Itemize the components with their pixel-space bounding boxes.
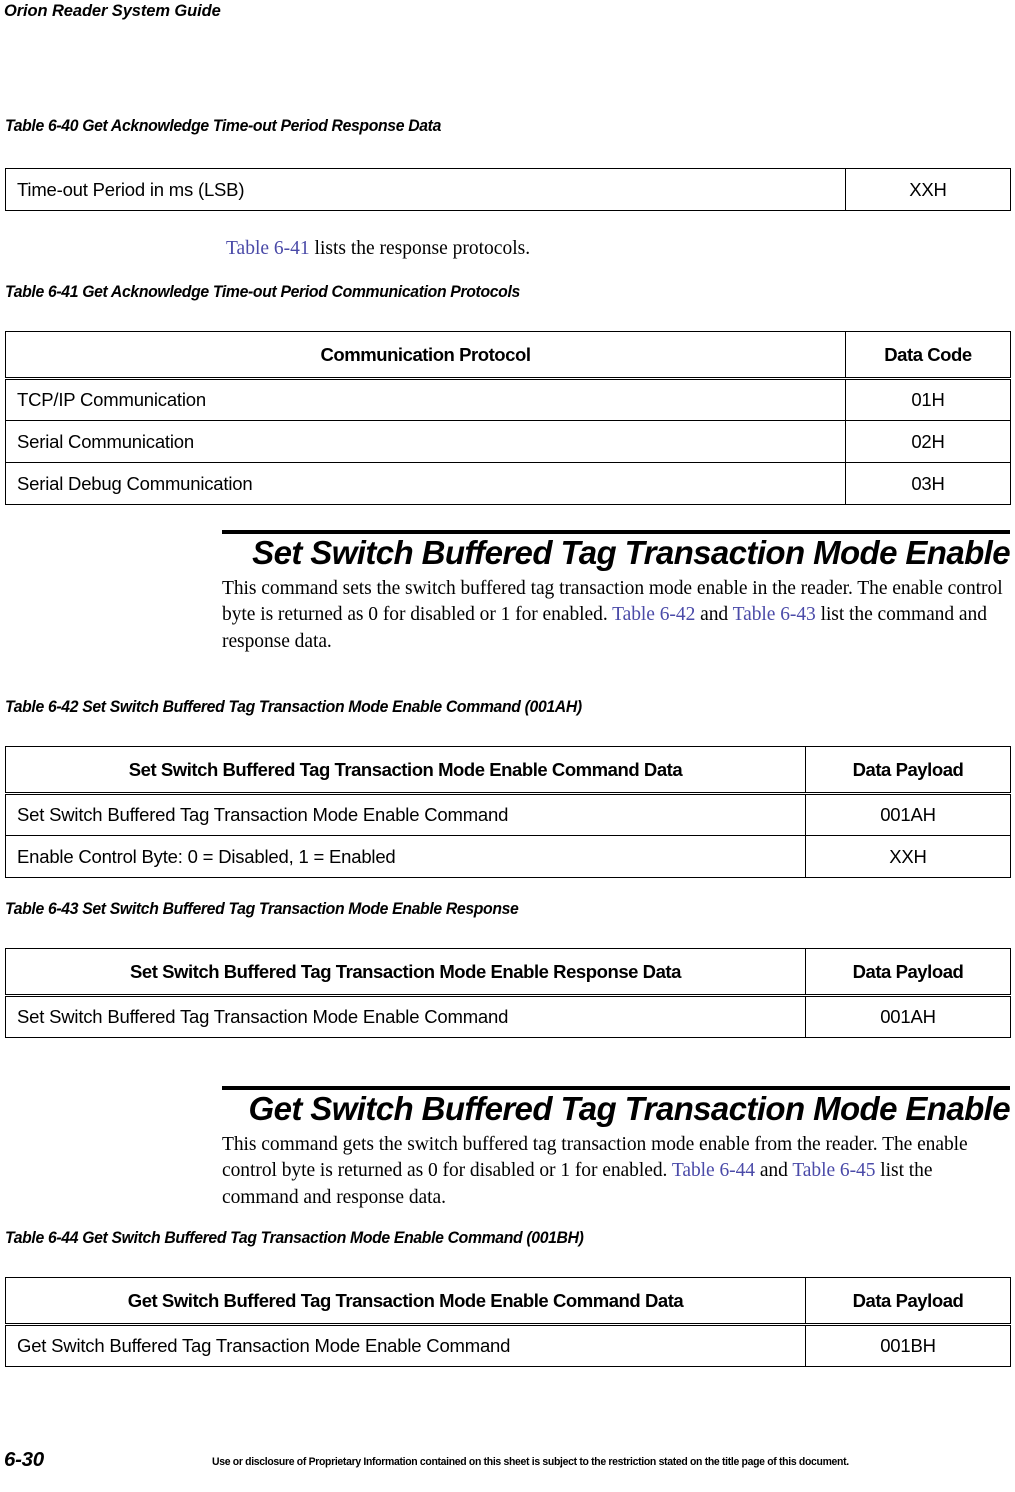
section-body-text-2: and [755, 1160, 793, 1182]
table-6-44 [5, 1277, 1011, 1367]
table-header-col1: Set Switch Buffered Tag Transaction Mode Enable Command Data [6, 747, 806, 794]
table-cell-value: 02H [846, 421, 1011, 463]
table-cell-label: Enable Control Byte: 0 = Disabled, 1 = Enabled [6, 836, 806, 878]
table-cell-label: Get Switch Buffered Tag Transaction Mode Enable Command [6, 1325, 806, 1367]
table-cell-label: Set Switch Buffered Tag Transaction Mode Enable Command [6, 794, 806, 836]
section-body-text-1: This command gets the switch buffered tag transaction mode enable from the reader. The enable control byte is returned as 0 for disabled or 1 for enabled. [222, 1134, 968, 1182]
table-header-row [6, 332, 1011, 379]
table-caption-6-40: Table 6-40 Get Acknowledge Time-out Period Response Data [5, 117, 442, 135]
section-body-text-2: and [695, 604, 733, 626]
footer-page-number: 6-30 [4, 1448, 44, 1471]
table-header-row [6, 1278, 1011, 1325]
table-header-col2: Data Code [846, 332, 1011, 379]
table-cell-value: XXH [806, 836, 1011, 878]
xref-link-table-6-44[interactable]: Table 6-44 [671, 1160, 755, 1182]
section-get-switch-buffered [222, 1086, 1010, 1211]
footer-proprietary-notice: Use or disclosure of Proprietary Information contained on this sheet is subject to the restriction stated on the title page of this document. [212, 1456, 849, 1468]
table-cell-label: Set Switch Buffered Tag Transaction Mode Enable Command [6, 996, 806, 1038]
table-cell-label: Serial Communication [6, 421, 846, 463]
table-header-col1: Get Switch Buffered Tag Transaction Mode Enable Command Data [6, 1278, 806, 1325]
section-body-text-1: This command sets the switch buffered tag transaction mode enable in the reader. The enable control byte is returned as 0 for disabled or 1 for enabled. [222, 578, 1003, 626]
table-6-41 [5, 331, 1011, 505]
intro-paragraph [226, 236, 1010, 262]
section-set-switch-buffered [222, 530, 1010, 655]
table-caption-6-42: Table 6-42 Set Switch Buffered Tag Transaction Mode Enable Command (001AH) [5, 698, 582, 716]
table-cell-value: 001AH [806, 794, 1011, 836]
table-header-col2: Data Payload [806, 949, 1011, 996]
section-body-set-switch [222, 576, 1010, 655]
table-6-40 [5, 168, 1011, 211]
document-header-title: Orion Reader System Guide [4, 2, 221, 20]
table-row [6, 421, 1011, 463]
table-header-col2: Data Payload [806, 1278, 1011, 1325]
table-header-row [6, 949, 1011, 996]
table-header-col2: Data Payload [806, 747, 1011, 794]
table-cell-label: TCP/IP Communication [6, 379, 846, 421]
table-row [6, 1325, 1011, 1367]
table-caption-6-44: Table 6-44 Get Switch Buffered Tag Transaction Mode Enable Command (001BH) [5, 1229, 584, 1247]
table-header-col1: Set Switch Buffered Tag Transaction Mode Enable Response Data [6, 949, 806, 996]
section-body-text-3: list the command and response data. [222, 1160, 933, 1208]
table-cell-label: Serial Debug Communication [6, 463, 846, 505]
section-heading-set-switch: Set Switch Buffered Tag Transaction Mode Enable [252, 534, 1010, 572]
table-cell-value: 03H [846, 463, 1011, 505]
table-header-row [6, 747, 1011, 794]
table-caption-6-41: Table 6-41 Get Acknowledge Time-out Period Communication Protocols [5, 283, 520, 301]
table-row [6, 169, 1011, 211]
table-cell-value: 001AH [806, 996, 1011, 1038]
table-row [6, 463, 1011, 505]
table-row [6, 836, 1011, 878]
table-row [6, 379, 1011, 421]
section-heading-get-switch: Get Switch Buffered Tag Transaction Mode Enable [248, 1090, 1010, 1128]
table-cell-value: 001BH [806, 1325, 1011, 1367]
table-6-42 [5, 746, 1011, 878]
xref-link-table-6-45[interactable]: Table 6-45 [792, 1160, 876, 1182]
table-caption-6-43: Table 6-43 Set Switch Buffered Tag Transaction Mode Enable Response [5, 900, 519, 918]
xref-link-table-6-43[interactable]: Table 6-43 [732, 604, 816, 626]
table-cell-label: Time-out Period in ms (LSB) [6, 169, 846, 211]
section-body-get-switch [222, 1132, 1010, 1211]
xref-link-table-6-42[interactable]: Table 6-42 [612, 604, 696, 626]
table-6-43 [5, 948, 1011, 1038]
intro-paragraph-text: lists the response protocols. [309, 238, 531, 259]
table-header-col1: Communication Protocol [6, 332, 846, 379]
section-body-text-3: list the command and response data. [222, 604, 987, 652]
table-row [6, 794, 1011, 836]
table-cell-value: XXH [846, 169, 1011, 211]
xref-link-table-6-41[interactable]: Table 6-41 [226, 238, 310, 259]
table-cell-value: 01H [846, 379, 1011, 421]
table-row [6, 996, 1011, 1038]
